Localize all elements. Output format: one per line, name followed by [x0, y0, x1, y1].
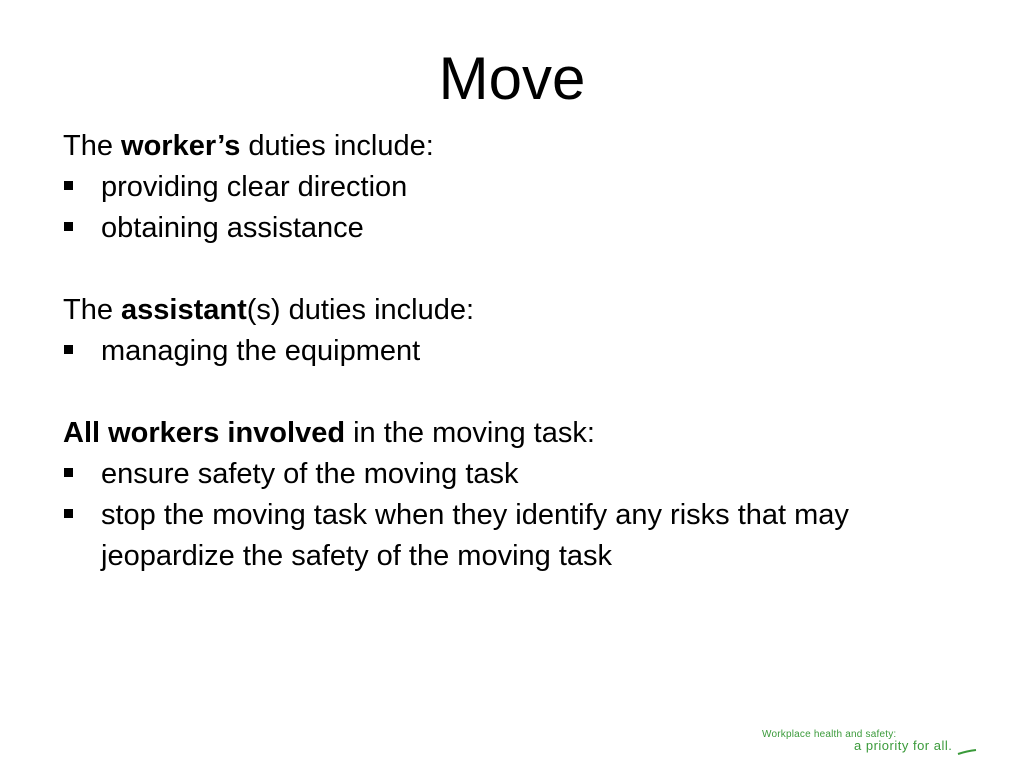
spacer [63, 249, 963, 290]
square-bullet-icon [64, 181, 73, 190]
footer-logo [762, 729, 982, 759]
heading-suffix: duties include: [240, 130, 434, 162]
swoosh-icon [762, 729, 982, 759]
heading-bold: All workers involved [63, 417, 346, 449]
footer-slogan-line2: a priority for all. [854, 738, 953, 753]
heading-bold: assistant [121, 294, 247, 326]
all-workers-duties-list [63, 454, 963, 577]
slide-body [63, 126, 963, 577]
square-bullet-icon [64, 468, 73, 477]
list-item [63, 495, 963, 577]
square-bullet-icon [64, 509, 73, 518]
section-heading-worker [63, 126, 963, 167]
square-bullet-icon [64, 345, 73, 354]
heading-prefix: The [63, 294, 122, 326]
list-item-text: stop the moving task when they identify any risks that may jeopardize the safety of the moving task [101, 499, 849, 572]
list-item [63, 454, 963, 495]
assistant-duties-list [63, 331, 963, 372]
list-item-text: providing clear direction [101, 171, 408, 203]
list-item-text: managing the equipment [101, 335, 421, 367]
list-item-text: obtaining assistance [101, 212, 364, 244]
footer-slogan-line1: Workplace health and safety: [762, 729, 897, 740]
heading-bold: worker’s [121, 130, 241, 162]
slide-title: Move [438, 45, 586, 112]
heading-suffix: (s) duties include: [246, 294, 475, 326]
section-heading-assistant [63, 290, 963, 331]
worker-duties-list [63, 167, 963, 249]
spacer [63, 372, 963, 413]
list-item [63, 167, 963, 208]
list-item-text: ensure safety of the moving task [101, 458, 519, 490]
list-item [63, 331, 963, 372]
heading-prefix: The [63, 130, 122, 162]
square-bullet-icon [64, 222, 73, 231]
heading-suffix: in the moving task: [345, 417, 595, 449]
list-item [63, 208, 963, 249]
section-heading-all-workers [63, 413, 963, 454]
